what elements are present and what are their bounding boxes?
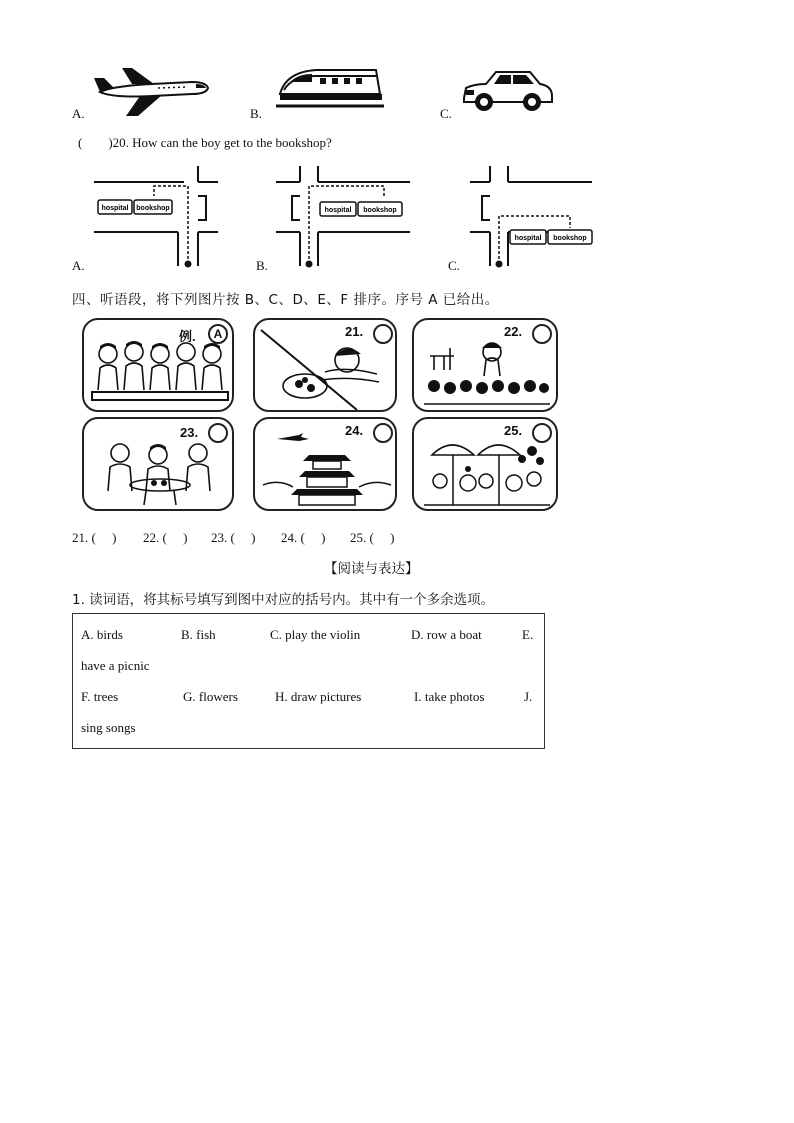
reading-heading: 【阅读与表达】 (324, 561, 419, 577)
word-option: E. (522, 627, 534, 642)
picture-panel-25 (412, 417, 558, 511)
picture-panel-21 (253, 318, 397, 412)
panel-number: 22. (504, 324, 523, 339)
temple-plane-icon (259, 425, 395, 509)
q20-option-c[interactable]: C. (448, 258, 460, 273)
answer-24[interactable]: 24. ( ) (281, 530, 326, 545)
q20-option-b[interactable]: B. (256, 258, 268, 273)
panel-answer-circle: A (208, 324, 228, 344)
children-eating-icon (92, 340, 228, 406)
word-option: A. birds (81, 627, 123, 642)
map-c-hospital: hospital (514, 235, 542, 242)
answer-21[interactable]: 21. ( ) (72, 530, 117, 545)
map-c-bookshop: bookshop (553, 235, 587, 242)
panel-number: 23. (180, 425, 199, 440)
panel-number: 24. (345, 423, 364, 438)
q19-option-a[interactable]: A. (72, 106, 85, 121)
word-option: C. play the violin (270, 627, 361, 642)
word-option: D. row a boat (411, 627, 482, 642)
word-option: have a picnic (81, 658, 150, 673)
q19-option-b[interactable]: B. (250, 106, 262, 121)
car-icon (460, 66, 556, 114)
q19-option-c[interactable]: C. (440, 106, 452, 121)
map-a (94, 166, 220, 270)
answer-22[interactable]: 22. ( ) (143, 530, 188, 545)
q20-option-a[interactable]: A. (72, 258, 85, 273)
map-b-bookshop: bookshop (363, 207, 397, 214)
picture-panel-23 (82, 417, 234, 511)
family-dinner-icon (98, 435, 224, 507)
picture-panel-22 (412, 318, 558, 412)
word-option: sing songs (81, 720, 136, 735)
map-a-bookshop: bookshop (136, 205, 170, 212)
picture-panel-24 (253, 417, 397, 511)
answer-25[interactable]: 25. ( ) (350, 530, 395, 545)
panel-number: 21. (345, 324, 364, 339)
airplane-icon (92, 62, 212, 118)
word-option: F. trees (81, 689, 119, 704)
park-people-icon (422, 429, 552, 509)
map-c (470, 166, 594, 270)
panel-number: 例. (179, 329, 196, 344)
word-option: H. draw pictures (275, 689, 362, 704)
panel-number: 25. (504, 423, 523, 438)
answer-23[interactable]: 23. ( ) (211, 530, 256, 545)
map-a-hospital: hospital (101, 205, 129, 212)
picture-panel-example (82, 318, 234, 412)
train-icon (276, 64, 384, 110)
no-swimming-eating-icon (255, 320, 397, 412)
section4-title: 四、听语段，将下列图片按 B、C、D、E、F 排序。序号 A 已给出。 (72, 292, 499, 308)
reading-instruction: 1. 读词语，将其标号填写到图中对应的括号内。其中有一个多余选项。 (72, 592, 495, 608)
word-option: G. flowers (183, 689, 238, 704)
word-bank (72, 613, 545, 749)
map-b-hospital: hospital (324, 207, 352, 214)
word-option: I. take photos (414, 689, 485, 704)
map-b (276, 166, 412, 270)
word-option: B. fish (181, 627, 216, 642)
word-option: J. (524, 689, 533, 704)
q20-question: ( )20. How can the boy get to the bookshop? (78, 135, 332, 150)
girl-flowers-icon (420, 334, 554, 408)
